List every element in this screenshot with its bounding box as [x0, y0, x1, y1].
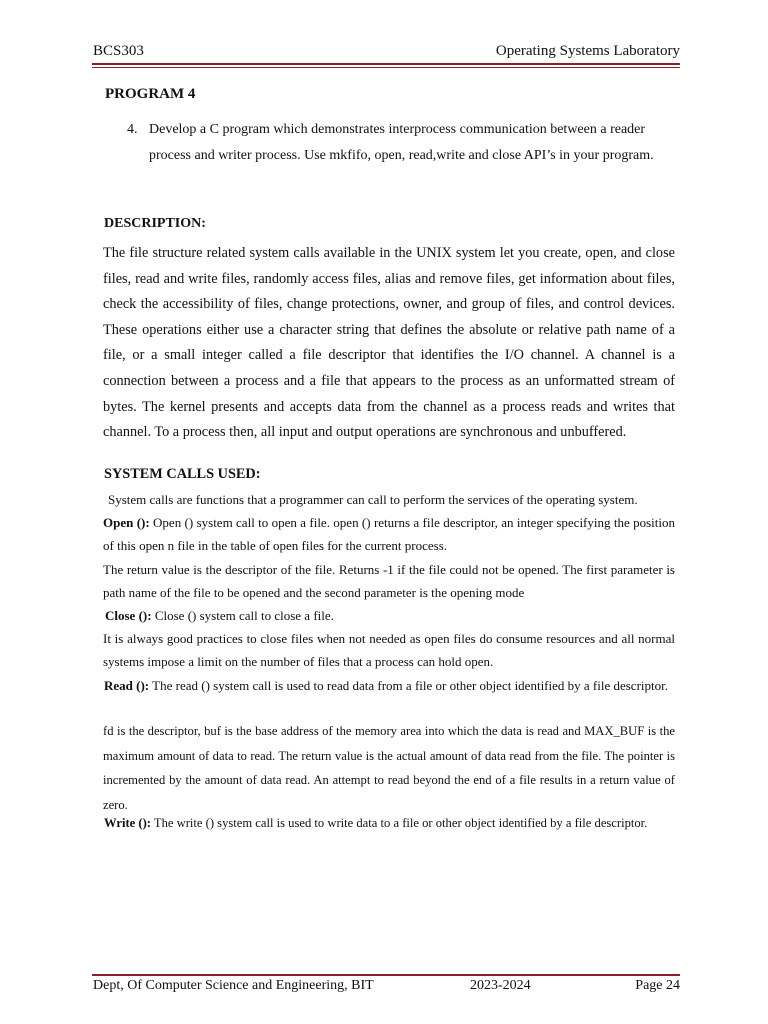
- header-rule-thin: [92, 67, 680, 68]
- footer-department: Dept, Of Computer Science and Engineering, BIT: [93, 978, 374, 993]
- footer-rule: [92, 974, 680, 976]
- page-header: [93, 43, 680, 63]
- task-text: Develop a C program which demonstrates interprocess communication between a reader process and writer process. Use mkfifo, open, read,write and close API’s in your program.: [149, 122, 654, 163]
- open-call-text: Open () system call to open a file. open () returns a file descriptor, an integer specifying the position of this open n file in the table of open files for the current process.: [103, 515, 675, 553]
- open-return-text: The return value is the descriptor of the file. Returns -1 if the file could not be opened. The first parameter is path name of the file to be opened and the second parameter is the opening mode: [103, 562, 675, 600]
- program-title: PROGRAM 4: [105, 86, 196, 102]
- open-call-label: Open ():: [103, 515, 150, 530]
- read-call-section: [104, 674, 676, 697]
- system-calls-heading: SYSTEM CALLS USED:: [104, 466, 261, 482]
- close-call-text: Close () system call to close a file.: [154, 608, 334, 623]
- task-number: 4.: [127, 122, 138, 137]
- close-call-section: [105, 604, 677, 627]
- system-calls-intro: System calls are functions that a programmer can call to perform the services of the operating system.: [108, 492, 638, 507]
- open-call-section: [103, 511, 675, 557]
- read-call-label: Read ():: [104, 678, 150, 693]
- close-call-label: Close ():: [105, 608, 152, 623]
- footer-year: 2023-2024: [470, 978, 531, 993]
- write-call-section: [104, 812, 676, 835]
- header-rule: [92, 63, 680, 65]
- page-footer: [93, 978, 680, 998]
- write-call-label: Write ():: [104, 816, 151, 830]
- read-note-text: fd is the descriptor, buf is the base address of the memory area into which the data is read and MAX_BUF is the maximum amount of data to read. The return value is the actual amount of data read from the file. The pointer is incremented by the amount of data read. An attempt to read beyond the end of a file results in a return value of zero.: [103, 724, 675, 812]
- description-paragraph: The file structure related system calls available in the UNIX system let you create, open, and close files, read and write files, randomly access files, alias and remove files, get information about files, check the accessibility of files, change protections, owner, and group of files, and control devices. These operations either use a character string that defines the absolute or relative path name of a file, or a small integer called a file descriptor that identifies the I/O channel. A channel is a connection between a process and a file that appears to the process as an unformatted stream of bytes. The kernel presents and accepts data from the channel as a process reads and writes that channel. To a process then, all input and output operations are synchronous and unbuffered.: [103, 245, 675, 441]
- course-title: Operating Systems Laboratory: [495, 43, 680, 59]
- course-code: BCS303: [93, 43, 144, 59]
- close-note-text: It is always good practices to close files when not needed as open files do consume resources and all normal systems impose a limit on the number of files that a process can hold open.: [103, 631, 675, 669]
- footer-page-number: Page 24: [635, 978, 680, 993]
- write-call-text: The write () system call is used to write data to a file or other object identified by a file descriptor.: [153, 816, 648, 830]
- description-heading: DESCRIPTION:: [104, 216, 206, 231]
- read-call-text: The read () system call is used to read data from a file or other object identified by a file descriptor.: [152, 678, 668, 693]
